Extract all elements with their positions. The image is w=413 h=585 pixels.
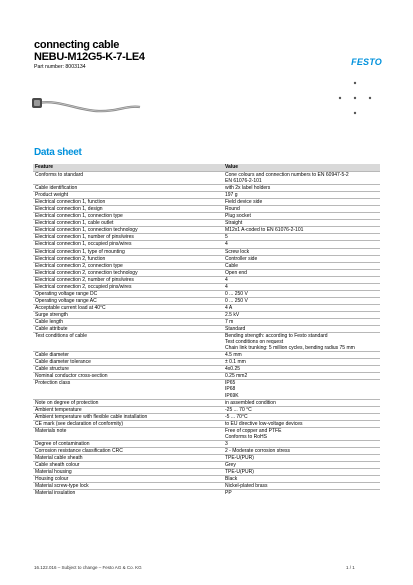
value-cell [223, 427, 380, 440]
table-row [33, 304, 380, 311]
value-line: Bending strength: according to Festo standard [225, 333, 328, 340]
value-cell [223, 461, 380, 468]
value-line: Grey [225, 461, 236, 468]
value-cell [223, 483, 380, 490]
value-cell [223, 447, 380, 454]
product-category-title: connecting cable [34, 39, 120, 51]
connector-pin-diagram [335, 78, 375, 123]
value-cell [223, 248, 380, 255]
table-row [33, 283, 380, 290]
table-row [33, 255, 380, 262]
value-cell [223, 366, 380, 373]
value-cell [223, 399, 380, 406]
feature-cell: Electrical connection 1, type of mounting [33, 248, 223, 255]
feature-cell: Electrical connection 1, connection technology [33, 227, 223, 234]
table-row [33, 366, 380, 373]
value-line: Chain link trunking: 5 million cycles, bending radius 75 mm [225, 345, 355, 352]
table-row [33, 269, 380, 276]
feature-cell: Acceptable current load at 40°C [33, 304, 223, 311]
value-line: ± 0.1 mm [225, 359, 246, 366]
value-line: 0 ... 250 V [225, 290, 248, 297]
column-header-value: Value [223, 164, 380, 172]
table-row [33, 413, 380, 420]
datasheet-title: Data sheet [34, 147, 82, 158]
value-line: Test conditions on request [225, 339, 284, 346]
feature-cell: Housing colour [33, 476, 223, 483]
feature-cell: Cable sheath colour [33, 461, 223, 468]
feature-cell: Cable structure [33, 366, 223, 373]
table-row [33, 276, 380, 283]
feature-cell: Test conditions of cable [33, 333, 223, 352]
feature-cell: Operating voltage range AC [33, 297, 223, 304]
feature-cell: Materials note [33, 427, 223, 440]
table-row [33, 248, 380, 255]
feature-cell: Cable identification [33, 185, 223, 192]
value-cell [223, 269, 380, 276]
feature-cell: Electrical connection 1, connection type [33, 213, 223, 220]
value-line: 2 - Moderate corrosion stress [225, 447, 291, 454]
product-image [32, 75, 142, 140]
value-cell [223, 352, 380, 359]
value-line: 4 [225, 276, 228, 283]
value-line: -25 ... 70 °C [225, 406, 252, 413]
feature-cell: Cable diameter [33, 352, 223, 359]
table-row [33, 234, 380, 241]
value-line: Open end [225, 269, 247, 276]
value-cell [223, 276, 380, 283]
value-line: Standard [225, 326, 246, 333]
value-cell [223, 440, 380, 447]
feature-cell: Product weight [33, 192, 223, 199]
pin-layout-icon [335, 78, 375, 118]
feature-cell: Material cable sheath [33, 454, 223, 461]
feature-cell: Electrical connection 2, connection technology [33, 269, 223, 276]
table-row [33, 213, 380, 220]
feature-cell: Protection class [33, 380, 223, 399]
value-line: Conforms to RoHS [225, 433, 267, 440]
value-cell [223, 297, 380, 304]
table-row [33, 420, 380, 427]
value-cell [223, 227, 380, 234]
value-cell [223, 213, 380, 220]
value-cell [223, 469, 380, 476]
value-line: with 2x label holders [225, 185, 271, 192]
value-cell [223, 380, 380, 399]
feature-cell: Electrical connection 1, cable outlet [33, 220, 223, 227]
value-line: 4 A [225, 304, 233, 311]
table-row [33, 333, 380, 352]
value-cell [223, 283, 380, 290]
table-row [33, 476, 380, 483]
value-cell [223, 262, 380, 269]
part-number: Part number: 8003134 [34, 64, 86, 70]
table-row [33, 490, 380, 497]
datasheet-table [33, 164, 380, 496]
value-line: Controller side [225, 255, 258, 262]
feature-cell: Material insulation [33, 490, 223, 497]
value-line: 4.5 mm [225, 352, 242, 359]
feature-cell: Electrical connection 2, function [33, 255, 223, 262]
table-row [33, 290, 380, 297]
value-line: TPE-U(PUR) [225, 469, 254, 476]
feature-cell: Corrosion resistance classification CRC [33, 447, 223, 454]
value-line: TPE-U(PUR) [225, 454, 254, 461]
feature-cell: Nominal conductor cross-section [33, 373, 223, 380]
cable-illustration [32, 75, 142, 135]
feature-cell: Note on degree of protection [33, 399, 223, 406]
table-row [33, 192, 380, 199]
feature-cell: Degree of contamination [33, 440, 223, 447]
feature-cell: Surge strength [33, 311, 223, 318]
value-line: Cone colours and connection numbers to EN 60947-5-2 [225, 172, 349, 178]
value-line: 4 [225, 283, 228, 290]
value-line: IP65 [225, 380, 236, 387]
value-cell [223, 359, 380, 366]
value-cell [223, 255, 380, 262]
value-cell [223, 311, 380, 318]
value-line: 4x0.25 [225, 366, 241, 373]
value-cell [223, 185, 380, 192]
table-row [33, 359, 380, 366]
table-row [33, 227, 380, 234]
value-line: -5 ... 70°C [225, 413, 248, 420]
value-line: Plug socket [225, 213, 251, 220]
table-row [33, 469, 380, 476]
table-row [33, 399, 380, 406]
value-cell [223, 206, 380, 213]
value-cell [223, 241, 380, 248]
feature-cell: Cable diameter tolerance [33, 359, 223, 366]
value-line: Free of copper and PTFE [225, 427, 282, 434]
table-row [33, 380, 380, 399]
table-row [33, 311, 380, 318]
feature-cell: Ambient temperature [33, 406, 223, 413]
value-line: IP68 [225, 386, 236, 393]
table-row [33, 373, 380, 380]
table-row [33, 406, 380, 413]
value-line: Cable [225, 262, 239, 269]
value-line: Field device side [225, 199, 263, 206]
feature-cell: Cable length [33, 318, 223, 325]
value-line: IP69K [225, 392, 239, 399]
value-line: 4 [225, 241, 228, 248]
value-line: Nickel-plated brass [225, 483, 268, 490]
table-row [33, 241, 380, 248]
value-line: 7 m [225, 318, 234, 325]
table-row [33, 483, 380, 490]
feature-cell: CE mark (see declaration of conformity) [33, 420, 223, 427]
feature-cell: Material housing [33, 469, 223, 476]
value-cell [223, 199, 380, 206]
feature-cell: Electrical connection 1, number of pins/wires [33, 234, 223, 241]
feature-cell: Electrical connection 2, connection type [33, 262, 223, 269]
feature-cell: Electrical connection 2, number of pins/wires [33, 276, 223, 283]
table-row [33, 172, 380, 185]
table-row [33, 427, 380, 440]
value-line: 5 [225, 234, 228, 241]
value-line: EN 61076-2-101 [225, 178, 262, 185]
column-header-feature: Feature [33, 164, 223, 172]
feature-cell: Electrical connection 1, occupied pins/wires [33, 241, 223, 248]
table-row [33, 206, 380, 213]
value-cell [223, 420, 380, 427]
value-cell [223, 490, 380, 497]
value-line: in assembled condition [225, 399, 276, 406]
value-line: 197 g [225, 192, 238, 199]
value-cell [223, 290, 380, 297]
value-cell [223, 326, 380, 333]
value-line: Screw lock [225, 248, 250, 255]
feature-cell: Electrical connection 1, function [33, 199, 223, 206]
value-cell [223, 476, 380, 483]
value-line: Black [225, 476, 238, 483]
value-line: Round [225, 206, 240, 213]
feature-cell: Ambient temperature with flexible cable installation [33, 413, 223, 420]
table-row [33, 447, 380, 454]
table-row [33, 461, 380, 468]
value-cell [223, 373, 380, 380]
feature-cell: Electrical connection 2, occupied pins/wires [33, 283, 223, 290]
value-cell [223, 172, 380, 185]
value-cell [223, 220, 380, 227]
value-cell [223, 333, 380, 352]
table-row [33, 326, 380, 333]
value-cell [223, 234, 380, 241]
footer-legal-text: 16.122.016 – Subject to change – Festo AG & Co. KG [34, 565, 142, 570]
value-line: M12x1 A-coded to EN 61076-2-101 [225, 227, 304, 234]
feature-cell: Electrical connection 1, design [33, 206, 223, 213]
value-cell [223, 406, 380, 413]
table-row [33, 199, 380, 206]
value-line: 0.25 mm2 [225, 373, 248, 380]
value-line: Straight [225, 220, 243, 227]
table-header-row [33, 164, 380, 172]
table-row [33, 440, 380, 447]
value-line: PP [225, 490, 232, 497]
table-row [33, 185, 380, 192]
value-line: 0 ... 250 V [225, 297, 248, 304]
table-row [33, 454, 380, 461]
product-model-title: NEBU-M12G5-K-7-LE4 [34, 51, 145, 63]
value-cell [223, 192, 380, 199]
page-number: 1 / 1 [346, 565, 355, 570]
value-line: 3 [225, 440, 228, 447]
value-cell [223, 413, 380, 420]
feature-cell: Operating voltage range DC [33, 290, 223, 297]
table-row [33, 262, 380, 269]
value-cell [223, 454, 380, 461]
value-line: to EU directive low-voltage devices [225, 420, 303, 427]
table-row [33, 297, 380, 304]
table-row [33, 352, 380, 359]
table-row [33, 220, 380, 227]
table-row [33, 318, 380, 325]
feature-cell: Cable attribute [33, 326, 223, 333]
value-line: 2.5 kV [225, 311, 240, 318]
value-cell [223, 304, 380, 311]
value-cell [223, 318, 380, 325]
feature-cell: Material screw-type lock [33, 483, 223, 490]
feature-cell: Conforms to standard [33, 172, 223, 185]
festo-logo: FESTO [351, 57, 382, 67]
